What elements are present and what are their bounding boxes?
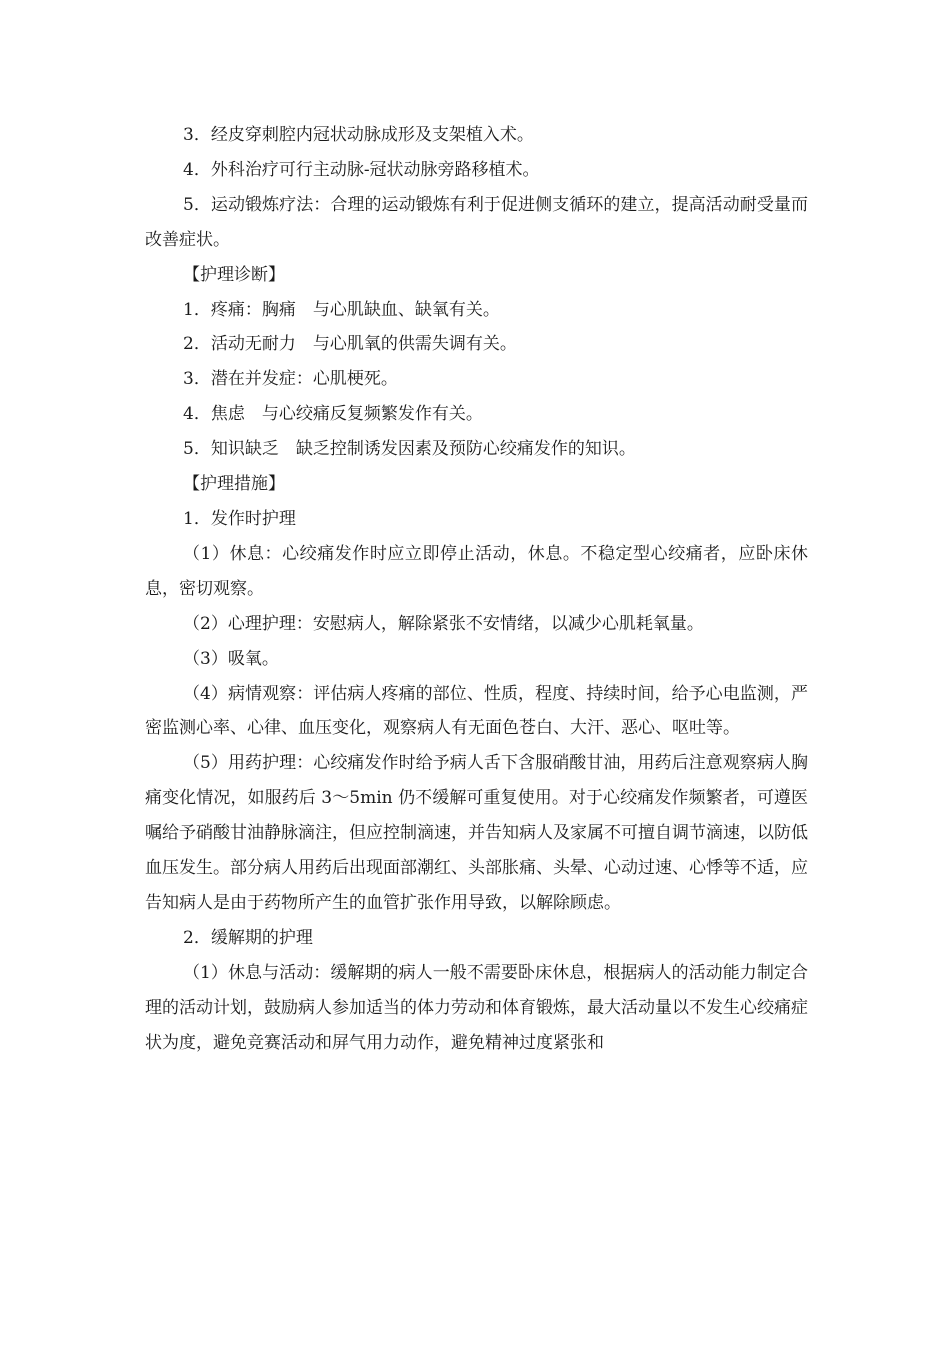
- section-heading-nursing-diagnosis: 【护理诊断】: [183, 264, 285, 285]
- diagnosis-item-3: 3．潜在并发症：心肌梗死。: [183, 369, 398, 390]
- diagnosis-item-2: 2．活动无耐力 与心肌氧的供需失调有关。: [183, 334, 517, 355]
- item-5-exercise: 5．运动锻炼疗法：合理的运动锻炼有利于促进侧支循环的建立，提高活动耐受量而改善症状。: [145, 194, 808, 250]
- diagnosis-item-4: 4．焦虑 与心绞痛反复频繁发作有关。: [183, 404, 483, 425]
- diagnosis-item-1: 1．疼痛：胸痛 与心肌缺血、缺氧有关。: [183, 299, 500, 320]
- measure-1-title: 1．发作时护理: [183, 508, 296, 529]
- measure-2-rest: （1）休息与活动：缓解期的病人一般不需要卧床休息，根据病人的活动能力制定合理的活动计划，鼓励病人参加适当的体力劳动和体育锻炼，最大活动量以不发生心绞痛症状为度，避免竞赛活动和屏气用力动作，避免精神过度紧张和: [145, 962, 808, 1053]
- measure-2-title: 2．缓解期的护理: [183, 927, 313, 948]
- measure-1-observe: （4）病情观察：评估病人疼痛的部位、性质，程度、持续时间，给予心电监测，严密监测心率、心律、血压变化，观察病人有无面色苍白、大汗、恶心、呕吐等。: [145, 683, 808, 739]
- diagnosis-item-5: 5．知识缺乏 缺乏控制诱发因素及预防心绞痛发作的知识。: [183, 439, 636, 460]
- item-4-cabg: 4．外科治疗可行主动脉-冠状动脉旁路移植术。: [183, 159, 540, 180]
- measure-1-medication: （5）用药护理：心绞痛发作时给予病人舌下含服硝酸甘油，用药后注意观察病人胸痛变化情况，如服药后 3～5min 仍不缓解可重复使用。对于心绞痛发作频繁者，可遵医嘱给予硝酸甘油静脉滴注，但应控制滴速，并告知病人及家属不可擅自调节滴速，以防低血压发生。部分病人用药后出现面部潮红、头部胀痛、头晕、心动过速、心悸等不适，应告知病人是由于药物所产生的血管扩张作用导致，以解除顾虑。: [145, 753, 808, 913]
- item-3-pci: 3．经皮穿刺腔内冠状动脉成形及支架植入术。: [183, 125, 534, 145]
- document-body: [145, 118, 808, 1060]
- measure-1-oxygen: （3）吸氧。: [183, 648, 279, 669]
- section-heading-nursing-measures: 【护理措施】: [183, 474, 285, 495]
- measure-1-rest: （1）休息：心绞痛发作时应立即停止活动，休息。不稳定型心绞痛者，应卧床休息，密切观察。: [145, 543, 808, 599]
- measure-1-psych: （2）心理护理：安慰病人，解除紧张不安情绪，以减少心肌耗氧量。: [183, 613, 704, 634]
